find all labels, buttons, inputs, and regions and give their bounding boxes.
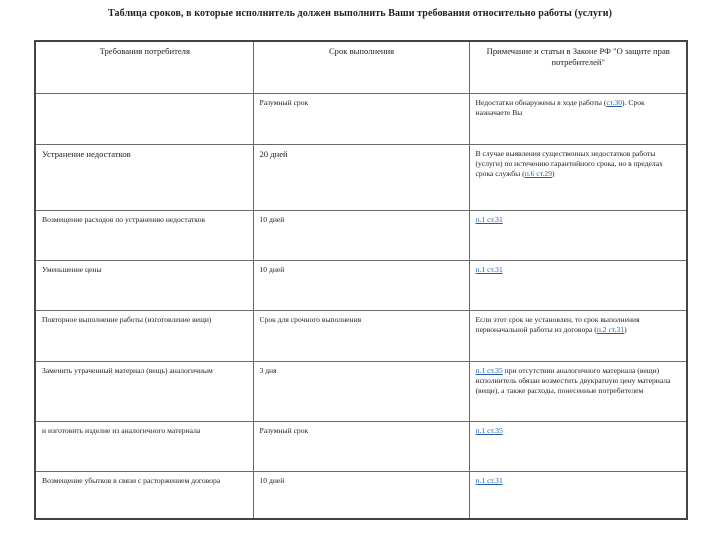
requirement-cell: Устранение недостатков bbox=[35, 144, 253, 210]
table-row bbox=[35, 93, 687, 144]
requirement-cell: Заменить утраченный материал (вещь) аналогичным bbox=[35, 361, 253, 421]
requirement-cell: Повторное выполнение работы (изготовление вещи) bbox=[35, 310, 253, 361]
requirement-cell: Возмещение убытков в связи с расторжением договора bbox=[35, 471, 253, 519]
term-cell: 10 дней bbox=[253, 471, 469, 519]
header-term: Срок выполнения bbox=[253, 41, 469, 93]
table-row bbox=[35, 144, 687, 210]
terms-table bbox=[34, 40, 688, 520]
law-link[interactable]: п.1 ст.31 bbox=[475, 264, 503, 274]
header-requirements: Требования потребителя bbox=[35, 41, 253, 93]
table-row bbox=[35, 310, 687, 361]
table-row bbox=[35, 361, 687, 421]
law-link[interactable]: п.2 ст.31 bbox=[596, 324, 625, 334]
law-link[interactable]: п.1 ст.31 bbox=[475, 214, 503, 224]
requirement-cell: и изготовить изделие из аналогичного материала bbox=[35, 421, 253, 471]
note-cell: В случае выявления существенных недостатков работы (услуги) по истечению гарантийного срока, но в пределах срока службы (п.6 ст.29) bbox=[469, 144, 687, 210]
requirement-cell: Возмещение расходов по устранению недостатков bbox=[35, 210, 253, 260]
term-cell: Разумный срок bbox=[253, 421, 469, 471]
law-link[interactable]: п.1 ст.35 bbox=[475, 365, 503, 375]
note-cell: п.1 ст.35 при отсутствии аналогичного материала (вещи) исполнитель обязан возместить двукратную цену материала (вещи), а также расходы, понесенные потребителем bbox=[469, 361, 687, 421]
note-cell bbox=[469, 421, 687, 471]
page-title: Таблица сроков, в которые исполнитель должен выполнить Ваши требования относительно работы (услуги) bbox=[107, 8, 613, 19]
requirement-cell bbox=[35, 93, 253, 144]
note-cell bbox=[469, 471, 687, 519]
table-row bbox=[35, 471, 687, 519]
law-link[interactable]: п.1 ст.31 bbox=[475, 475, 503, 485]
note-cell: Недостатки обнаружены в ходе работы (ст.30). Срок назначаете Вы bbox=[469, 93, 687, 144]
table-row bbox=[35, 210, 687, 260]
requirement-cell: Уменьшение цены bbox=[35, 260, 253, 310]
table-row bbox=[35, 421, 687, 471]
term-cell: 10 дней bbox=[253, 260, 469, 310]
note-cell bbox=[469, 210, 687, 260]
term-cell: 20 дней bbox=[253, 144, 469, 210]
table-row bbox=[35, 260, 687, 310]
term-cell: Разумный срок bbox=[253, 93, 469, 144]
law-link[interactable]: п.6 ст.29 bbox=[524, 169, 552, 178]
law-link[interactable]: п.1 ст.35 bbox=[475, 425, 503, 435]
note-cell: Если этот срок не установлен, то срок выполнения первоначальной работы из договора (п.2 ст.31) bbox=[469, 310, 687, 361]
note-cell bbox=[469, 260, 687, 310]
table-header-row bbox=[35, 41, 687, 93]
term-cell: Срок для срочного выполнения bbox=[253, 310, 469, 361]
header-notes: Примечание и статьи в Законе РФ "О защите прав потребителей" bbox=[469, 41, 687, 93]
law-link[interactable]: ст.30 bbox=[606, 97, 623, 107]
term-cell: 3 дня bbox=[253, 361, 469, 421]
term-cell: 10 дней bbox=[253, 210, 469, 260]
